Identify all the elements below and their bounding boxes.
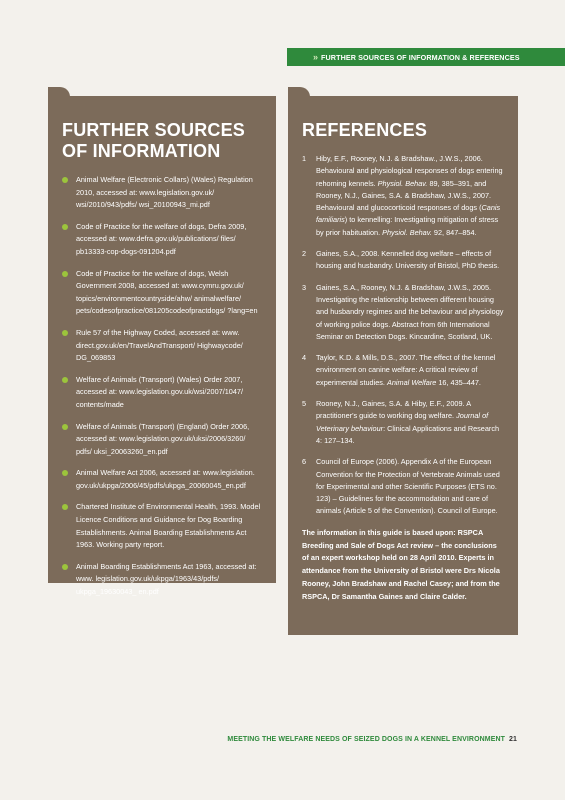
references-title: REFERENCES: [302, 120, 428, 140]
section-header-bar: [287, 48, 565, 66]
source-item: Code of Practice for the welfare of dogs, Welsh Government 2008, accessed at: www.cymru.gov.uk/ topics/environmentcountryside/ahw/ animalwelfare/ pets/codesofpractice/081205codeofpractdogs/ ?lang=en: [62, 268, 262, 318]
bullet-icon: [62, 377, 68, 383]
section-header-title: FURTHER SOURCES OF INFORMATION & REFERENCES: [321, 52, 520, 62]
title-line-1: FURTHER SOURCES: [62, 120, 246, 140]
reference-item: 4 Taylor, K.D. & Mills, D.S., 2007. The effect of the kennel environment on canine welfare: A critical review of experimental studies. Animal Welfare 16, 435–447.: [302, 353, 496, 387]
reference-number: 2: [302, 249, 307, 259]
reference-number: 5: [302, 399, 307, 409]
bullet-icon: [62, 504, 68, 510]
reference-item: 1 Hiby, E.F., Rooney, N.J. & Bradshaw., J.W.S., 2006. Behavioural and physiological responses of dogs entering rehoming kennels. Physiol. Behav. 89, 385–391, and Rooney, N.J., Gaines, S.A. & Bradshaw, J.W.S., 2007. Behavioural and glucocorticoid responses of dogs (Canis familiaris) to kennelling: Investigating mitigation of stress by prior habituation. Physiol. Behav. 92, 847–854.: [302, 154, 503, 237]
title-line-2: OF INFORMATION: [62, 141, 221, 161]
chevron-right-icon: »: [313, 52, 317, 62]
further-sources-panel: [48, 96, 276, 597]
reference-item: 6 Council of Europe (2006). Appendix A of the European Convention for the Protection of Vertebrate Animals used for Experimental and other Scientific Purposes (ETS no. 123) – Guidelines for the accommodation and care of animals (Article 5 of the Convention). Council of Europe.: [302, 457, 500, 516]
reference-number: 3: [302, 282, 307, 292]
footer-title: MEETING THE WELFARE NEEDS OF SEIZED DOGS IN A KENNEL ENVIRONMENT: [227, 736, 505, 743]
page-footer: [227, 736, 517, 743]
reference-item: 5 Rooney, N.J., Gaines, S.A. & Hiby, E.F., 2009. A practitioner's guide to working dog welfare. Journal of Veterinary behaviour: Clinical Applications and Research 4: 127–134.: [302, 399, 500, 445]
bullet-icon: [62, 564, 68, 570]
source-item: Animal Boarding Establishments Act 1963, accessed at: www. legislation.gov.uk/ukpga/1963/43/pdfs/ ukpga_19630043_ en.pdf: [62, 561, 262, 599]
source-item: Chartered Institute of Environmental Health, 1993. Model Licence Conditions and Guidance for Dog Boarding Establishments. Animal Boarding Establishments Act 1963. Working party report.: [62, 501, 262, 551]
sources-list: [62, 174, 262, 599]
reference-number: 6: [302, 457, 307, 467]
bullet-icon: [62, 330, 68, 336]
source-item: Animal Welfare (Electronic Collars) (Wales) Regulation 2010, accessed at: www.legislation.gov.uk/ wsi/2010/943/pdfs/ wsi_20100943_mi.pdf: [62, 174, 262, 212]
references-panel: [288, 96, 518, 635]
further-sources-title: [62, 120, 262, 162]
source-item: Animal Welfare Act 2006, accessed at: www.legislation. gov.uk/ukpga/2006/45/pdfs/ukpga_20060045_en.pdf: [62, 467, 262, 492]
page-number: 21: [509, 736, 517, 743]
bullet-icon: [62, 470, 68, 476]
reference-number: 1: [302, 154, 307, 163]
source-item: Code of Practice for the welfare of dogs, Defra 2009, accessed at: www.defra.gov.uk/publications/ files/ pb13333-cop-dogs-091204.pdf: [62, 221, 262, 259]
source-item: Welfare of Animals (Transport) (Wales) Order 2007, accessed at: www.legislation.gov.uk/wsi/2007/1047/ contents/made: [62, 374, 262, 412]
source-summary: The information in this guide is based upon: RSPCA Breeding and Sale of Dogs Act review – the conclusions of an expert workshop held on 28 April 2010. Experts in attendance from the University of Bristol were Drs Nicola Rooney, John Bradshaw and Rachel Casey; and from the RSPCA, Dr Samantha Gaines and Claire Calder.: [302, 527, 500, 601]
source-item: Welfare of Animals (Transport) (England) Order 2006, accessed at: www.legislation.gov.uk/uksi/2006/3260/ pdfs/ uksi_20063260_en.pdf: [62, 421, 262, 459]
reference-item: 2 Gaines, S.A., 2008. Kennelled dog welfare – effects of housing and husbandry. University of Bristol, PhD thesis.: [302, 249, 500, 271]
source-item: Rule 57 of the Highway Coded, accessed at: www. direct.gov.uk/en/TravelAndTransport/ Highwaycode/ DG_069853: [62, 327, 262, 365]
reference-item: 3 Gaines, S.A., Rooney, N.J. & Bradshaw, J.W.S., 2005. Investigating the relationship between different housing and husbandry regimes and the behaviour and physiology of working police dogs. Abstract from 6th International Seminar on Detection Dogs. Kincardine, Scotland, UK.: [302, 282, 504, 341]
panel-tab: [288, 87, 310, 97]
bullet-icon: [62, 271, 68, 277]
bullet-icon: [62, 224, 68, 230]
panel-tab: [48, 87, 70, 97]
bullet-icon: [62, 177, 68, 183]
bullet-icon: [62, 424, 68, 430]
reference-number: 4: [302, 353, 307, 363]
